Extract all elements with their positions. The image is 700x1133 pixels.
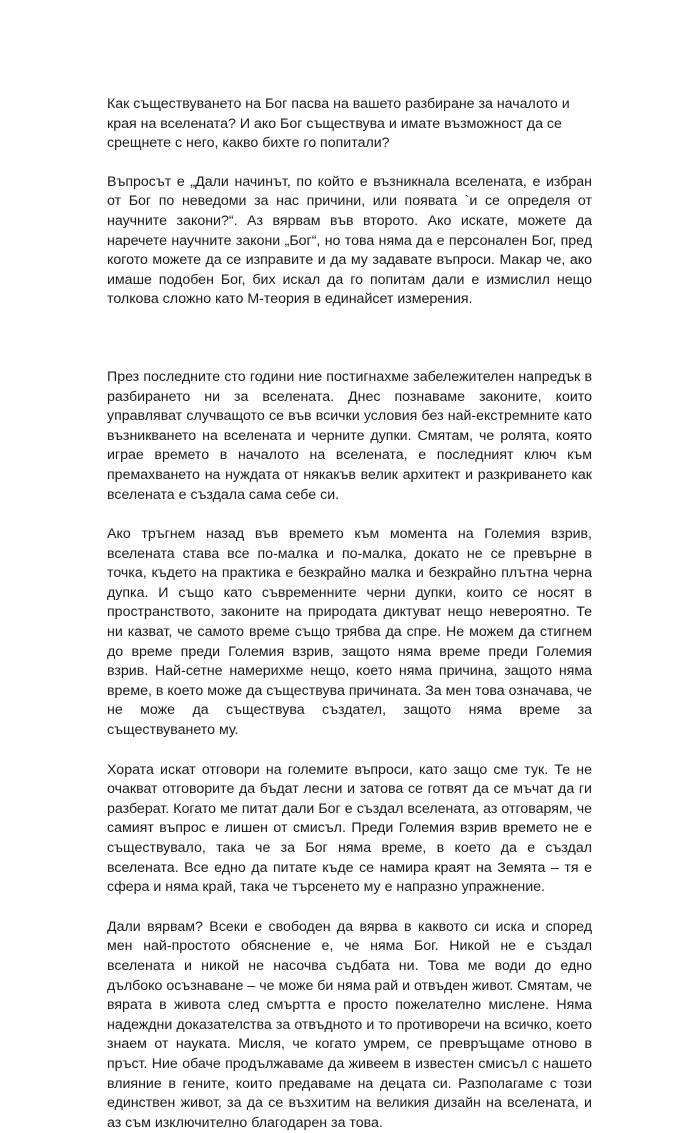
answer-paragraph-2: През последните сто години ние постигнахме забележителен напредък в разбирането ни за вселената. Днес познаваме законите, които управляват случващото се във всички условия без най-екстремните като възникването на вселената и черните дупки. Смятам, че ролята, която играе времето в началото на вселената, е последният ключ към премахването на нуждата от някакъв велик архитект и разкриването как вселената е създала сама себе си.: [107, 368, 592, 503]
answer-paragraph-1: Въпросът е „Дали начинът, по който е възникнала вселената, е избран от Бог по неведоми за нас причини, или появата `и се определя от научните закони?“. Аз вярвам във второто. Ако искате, можете да наречете научните закони „Бог“, но това няма да е персонален Бог, пред когото можете да се изправите и да му задавате въпроси. Макар че, ако имаше подобен Бог, бих искал да го попитам дали е измислил нещо толкова сложно като М-теория в единайсет измерения.: [107, 173, 592, 308]
answer-paragraph-3: Ако тръгнем назад във времето към момента на Големия взрив, вселената става все по-малка и по-малка, докато не се превърне в точка, където на практика е безкрайно малка и безкрайно плътна черна дупка. И също като съвременните черни дупки, които се носят в пространството, законите на природата диктуват нещо невероятно. Те ни казват, че самото време също трябва да спре. Не можем да стигнем до време преди Големия взрив, защото няма време преди Големия взрив. Най-сетне намерихме нещо, което няма причина, защото няма време, в което може да съществува причината. За мен това означава, че не може да съществува създател, защото няма време за съществуването му.: [107, 526, 592, 739]
answer-paragraph-5: Дали вярвам? Всеки е свободен да вярва в каквото си иска и според мен най-простото обяснение е, че няма Бог. Никой не е създал вселената и никой не насочва съдбата ни. Това ме води до едно дълбоко осъзнаване – че може би няма рай и отвъден живот. Смятам, че вярата в живота след смъртта е просто пожелателно мислене. Няма надеждни доказателства за отвъдното и то противоречи на всичко, което знаем от науката. Мисля, че когато умрем, се превръщаме отново в пръст. Ние обаче продължаваме да живеем в известен смисъл с нашето влияние в гените, които предаваме на децата си. Разполагаме с този единствен живот, за да се възхитим на великия дизайн на вселената, и аз съм изключително благодарен за това.: [107, 918, 592, 1131]
document-page: [107, 95, 592, 1133]
question-paragraph: Как съществуването на Бог пасва на вашето разбиране за началото и края на вселената? И ако Бог съществува и имате възможност да се срещнете с него, какво бихте го попитали?: [107, 96, 570, 152]
answer-paragraph-4: Хората искат отговори на големите въпроси, като защо сме тук. Те не очакват отговорите да бъдат лесни и затова се готвят да се мъчат да ги разберат. Когато ме питат дали Бог е създал вселената, аз отговарям, че самият въпрос е лишен от смисъл. Преди Големия взрив времето не е съществувало, така че за Бог няма време, в което да е създал вселената. Все едно да питате къде се намира краят на Земята – тя е сфера и няма край, така че търсенето му е напразно упражнение.: [107, 761, 592, 896]
